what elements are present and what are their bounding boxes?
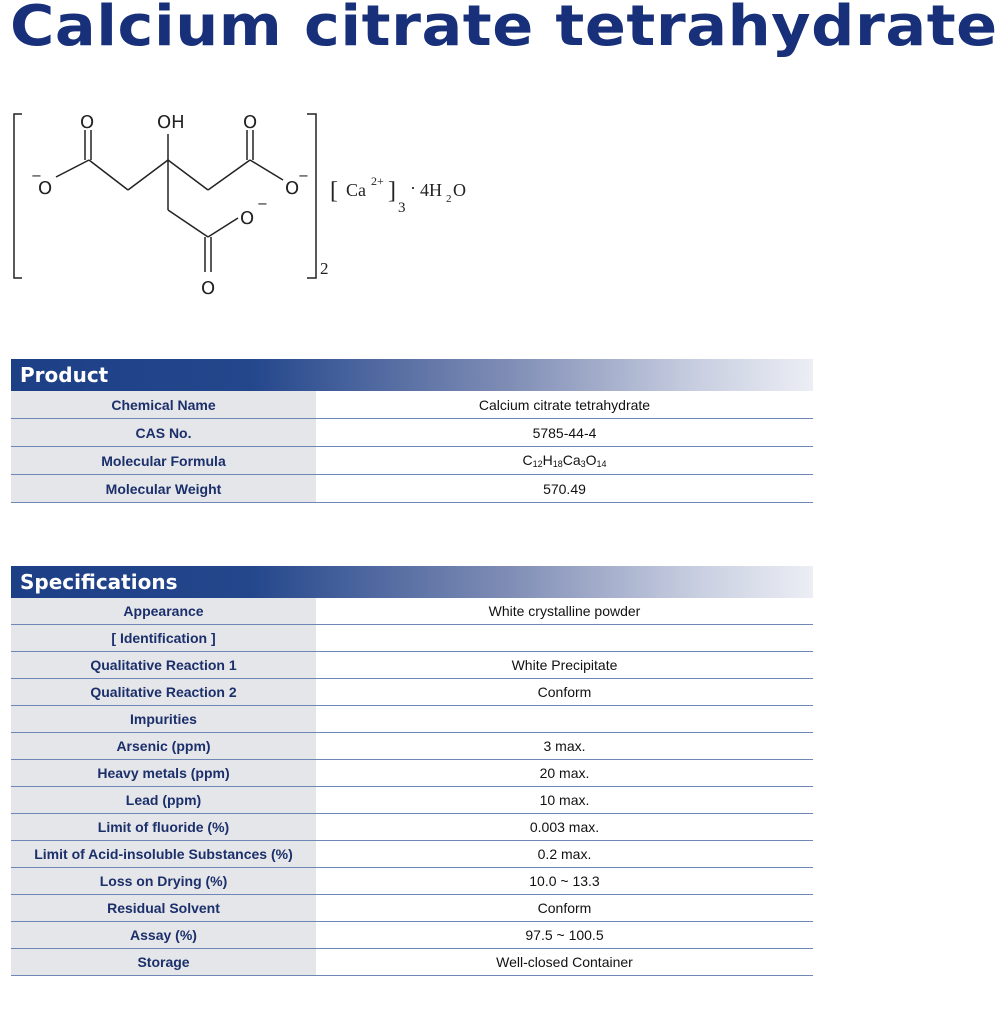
atom-o-top-right: O [243, 112, 258, 133]
charge-right: − [298, 169, 309, 184]
bracket-right [307, 114, 316, 278]
formula-element: C [522, 452, 533, 468]
row-label: Residual Solvent [11, 895, 316, 922]
row-value: Calcium citrate tetrahydrate [316, 391, 813, 419]
row-value: 570.49 [316, 475, 813, 503]
row-value: 0.2 max. [316, 841, 813, 868]
row-value: Conform [316, 679, 813, 706]
specifications-table [11, 598, 813, 976]
row-value: White crystalline powder [316, 598, 813, 625]
hydrate-subscript: 2 [446, 193, 452, 205]
row-label: Arsenic (ppm) [11, 733, 316, 760]
table-row [11, 949, 813, 976]
hydrate-oxygen: O [453, 180, 466, 200]
row-value: Well-closed Container [316, 949, 813, 976]
table-row [11, 475, 813, 503]
bracket-left [14, 114, 22, 278]
table-row [11, 733, 813, 760]
formula-subscript: 14 [596, 459, 607, 469]
product-header: Product [11, 359, 813, 391]
row-label: Storage [11, 949, 316, 976]
table-row [11, 787, 813, 814]
row-label: Qualitative Reaction 2 [11, 679, 316, 706]
charge-middle: − [257, 197, 268, 212]
formula-element: Ca [562, 452, 581, 468]
formula-subscript: 3 [580, 459, 586, 469]
row-value: 3 max. [316, 733, 813, 760]
row-label: [ Identification ] [11, 625, 316, 652]
row-label: Molecular Formula [11, 447, 316, 475]
row-label: Appearance [11, 598, 316, 625]
subscript-two: 2 [320, 259, 329, 278]
table-row [11, 814, 813, 841]
ca-bracket-open: [ [330, 178, 338, 204]
row-label: Limit of fluoride (%) [11, 814, 316, 841]
row-label: Impurities [11, 706, 316, 733]
row-value: White Precipitate [316, 652, 813, 679]
formula-element: H [542, 452, 553, 468]
bond-skeleton [56, 130, 283, 272]
row-value: Conform [316, 895, 813, 922]
hydrate-dot: · [410, 178, 416, 198]
row-value [316, 706, 813, 733]
row-label: Lead (ppm) [11, 787, 316, 814]
table-row [11, 868, 813, 895]
table-row [11, 447, 813, 475]
table-row [11, 652, 813, 679]
row-label: Assay (%) [11, 922, 316, 949]
atom-o-bottom: O [201, 278, 216, 299]
row-value: 5785-44-4 [316, 419, 813, 447]
row-value: 10.0 ~ 13.3 [316, 868, 813, 895]
row-value [316, 447, 813, 475]
row-label: Limit of Acid-insoluble Substances (%) [11, 841, 316, 868]
calcium-symbol: Ca [346, 180, 366, 200]
formula-element: O [585, 452, 597, 468]
calcium-charge: 2+ [371, 174, 384, 188]
row-value: 0.003 max. [316, 814, 813, 841]
specifications-header: Specifications [11, 566, 813, 598]
row-label: Molecular Weight [11, 475, 316, 503]
structural-formula [0, 100, 520, 310]
table-row [11, 391, 813, 419]
table-row [11, 706, 813, 733]
row-value: 20 max. [316, 760, 813, 787]
row-label: CAS No. [11, 419, 316, 447]
table-row [11, 679, 813, 706]
hydrate-water: 4H [420, 180, 442, 200]
row-value: 10 max. [316, 787, 813, 814]
atom-o-middle: O [240, 208, 255, 229]
table-row [11, 625, 813, 652]
table-row [11, 841, 813, 868]
table-row [11, 760, 813, 787]
ca-bracket-close: ] [388, 178, 396, 204]
formula-subscript: 18 [552, 459, 563, 469]
subscript-three: 3 [398, 200, 406, 216]
product-table [11, 391, 813, 503]
row-label: Loss on Drying (%) [11, 868, 316, 895]
table-row [11, 895, 813, 922]
page-title: Calcium citrate tetrahydrate [10, 0, 998, 59]
specifications-section [11, 566, 813, 976]
atom-o-right: O [285, 178, 300, 199]
formula-subscript: 12 [532, 459, 543, 469]
product-section [11, 359, 813, 503]
row-label: Heavy metals (ppm) [11, 760, 316, 787]
row-label: Chemical Name [11, 391, 316, 419]
row-label: Qualitative Reaction 1 [11, 652, 316, 679]
table-row [11, 419, 813, 447]
table-row [11, 922, 813, 949]
table-row [11, 598, 813, 625]
atom-o-left: O [38, 178, 53, 199]
atom-o-top-left: O [80, 112, 95, 133]
atom-oh: OH [157, 112, 185, 133]
charge-left: − [31, 169, 42, 184]
row-value [316, 625, 813, 652]
row-value: 97.5 ~ 100.5 [316, 922, 813, 949]
